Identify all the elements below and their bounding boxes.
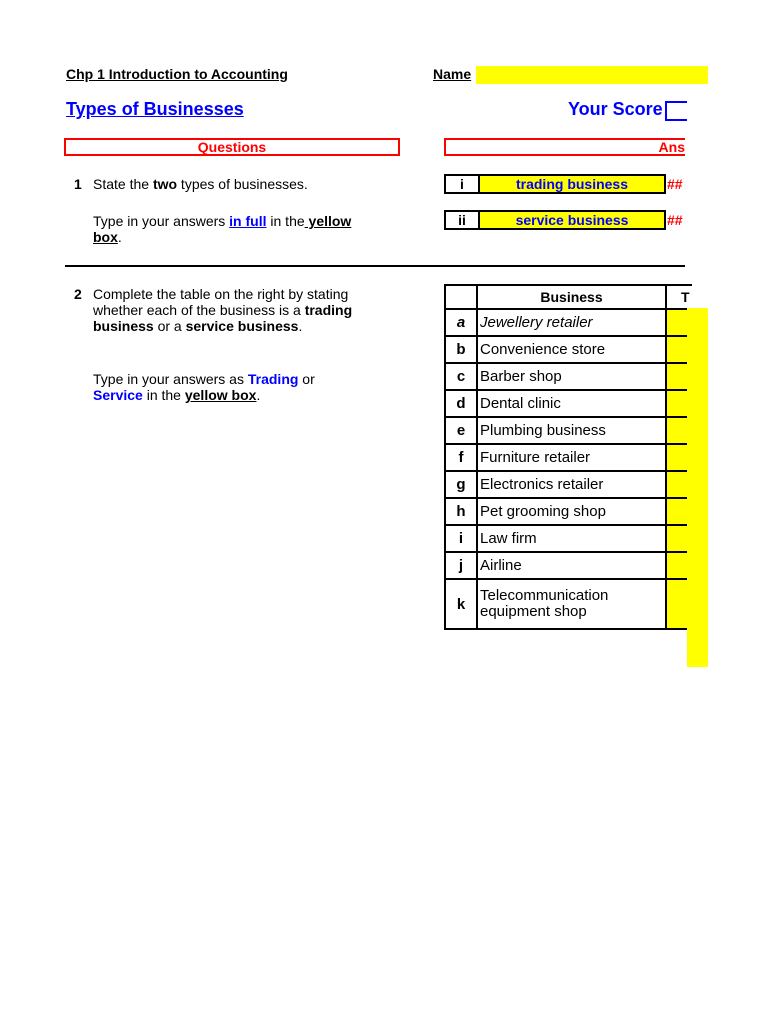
name-label: Name: [433, 66, 472, 82]
answer-mark: ##: [667, 212, 683, 228]
table-row: [445, 390, 692, 417]
table-row: [445, 336, 692, 363]
answer-column-overflow: [687, 308, 708, 667]
q2-line-3c: service business: [185, 318, 299, 334]
table-row: [445, 552, 692, 579]
row-business: Law firm: [477, 525, 666, 552]
answer-input[interactable]: service business: [480, 212, 664, 228]
q1-answer-row-i: [444, 174, 666, 194]
q1-text: [93, 176, 308, 192]
answer-input[interactable]: trading business: [480, 176, 664, 192]
row-letter: j: [445, 552, 477, 579]
business-table: [444, 284, 692, 630]
q2-instr-1c: or: [298, 371, 315, 387]
table-row: [445, 363, 692, 390]
row-letter: h: [445, 498, 477, 525]
answer-label: i: [446, 176, 480, 192]
answer-mark: ##: [667, 176, 683, 192]
q1-text-a: State the: [93, 176, 153, 192]
answers-header: [444, 138, 685, 156]
score-box: [665, 101, 687, 121]
q1-instr-c: in the: [266, 213, 305, 229]
row-business: Dental clinic: [477, 390, 666, 417]
q2-instr-2a: Service: [93, 387, 143, 403]
q2-text: [93, 286, 352, 334]
row-letter: g: [445, 471, 477, 498]
q2-instr-2b: in the: [142, 387, 185, 403]
row-business: Convenience store: [477, 336, 666, 363]
row-letter: f: [445, 444, 477, 471]
row-business: Jewellery retailer: [477, 309, 666, 336]
table-row: [445, 444, 692, 471]
row-business: Furniture retailer: [477, 444, 666, 471]
row-business: Electronics retailer: [477, 471, 666, 498]
row-letter: k: [445, 579, 477, 629]
row-business: Pet grooming shop: [477, 498, 666, 525]
table-row: [445, 309, 692, 336]
table-header-business: Business: [477, 285, 666, 309]
row-letter: e: [445, 417, 477, 444]
table-row: [445, 525, 692, 552]
q1-text-c: types of businesses.: [177, 176, 308, 192]
row-letter: b: [445, 336, 477, 363]
table-row: [445, 579, 692, 629]
q2-line-3b: or a: [153, 318, 186, 334]
table-row: [445, 498, 692, 525]
q2-line-3d: .: [298, 318, 303, 334]
q1-instr-e: box: [93, 229, 118, 245]
q2-line-2a: whether each of the business is a: [93, 302, 305, 318]
chapter-title: Chp 1 Introduction to Accounting: [66, 66, 288, 82]
questions-header: Questions: [64, 138, 400, 156]
q1-instr-d: yellow: [304, 213, 352, 229]
q1-instr-b: in full: [229, 213, 267, 229]
answers-header-label: Ans: [658, 139, 685, 155]
row-business: Telecommunication equipment shop: [477, 579, 666, 629]
q1-instr-f: .: [117, 229, 122, 245]
row-business: Barber shop: [477, 363, 666, 390]
row-letter: a: [445, 309, 477, 336]
q1-text-b: two: [152, 176, 178, 192]
q2-instr-1b: Trading: [247, 371, 299, 387]
q2-instr-2d: .: [256, 387, 261, 403]
q2-instructions: [93, 371, 315, 403]
row-letter: i: [445, 525, 477, 552]
q1-instr-a: Type in your answers: [93, 213, 230, 229]
row-business: Airline: [477, 552, 666, 579]
row-letter: d: [445, 390, 477, 417]
answer-label: ii: [446, 212, 480, 228]
q2-line-3a: business: [93, 318, 154, 334]
q2-line-1: Complete the table on the right by stating: [93, 286, 349, 302]
table-row: [445, 417, 692, 444]
q2-number: 2: [74, 286, 82, 302]
q2-instr-1a: Type in your answers as: [93, 371, 248, 387]
q1-number: 1: [74, 176, 82, 192]
page-title: Types of Businesses: [66, 99, 244, 119]
row-business: Plumbing business: [477, 417, 666, 444]
section-divider: [65, 265, 685, 267]
table-row: [445, 471, 692, 498]
table-header-type: T: [666, 285, 692, 309]
name-input[interactable]: [476, 66, 708, 84]
row-letter: c: [445, 363, 477, 390]
table-header-blank: [445, 285, 477, 309]
q1-instructions: [93, 213, 351, 245]
q2-line-2b: trading: [304, 302, 353, 318]
score-label: Your Score: [568, 99, 663, 119]
table-header-row: [445, 285, 692, 309]
q2-instr-2c: yellow box: [184, 387, 257, 403]
q1-answer-row-ii: [444, 210, 666, 230]
